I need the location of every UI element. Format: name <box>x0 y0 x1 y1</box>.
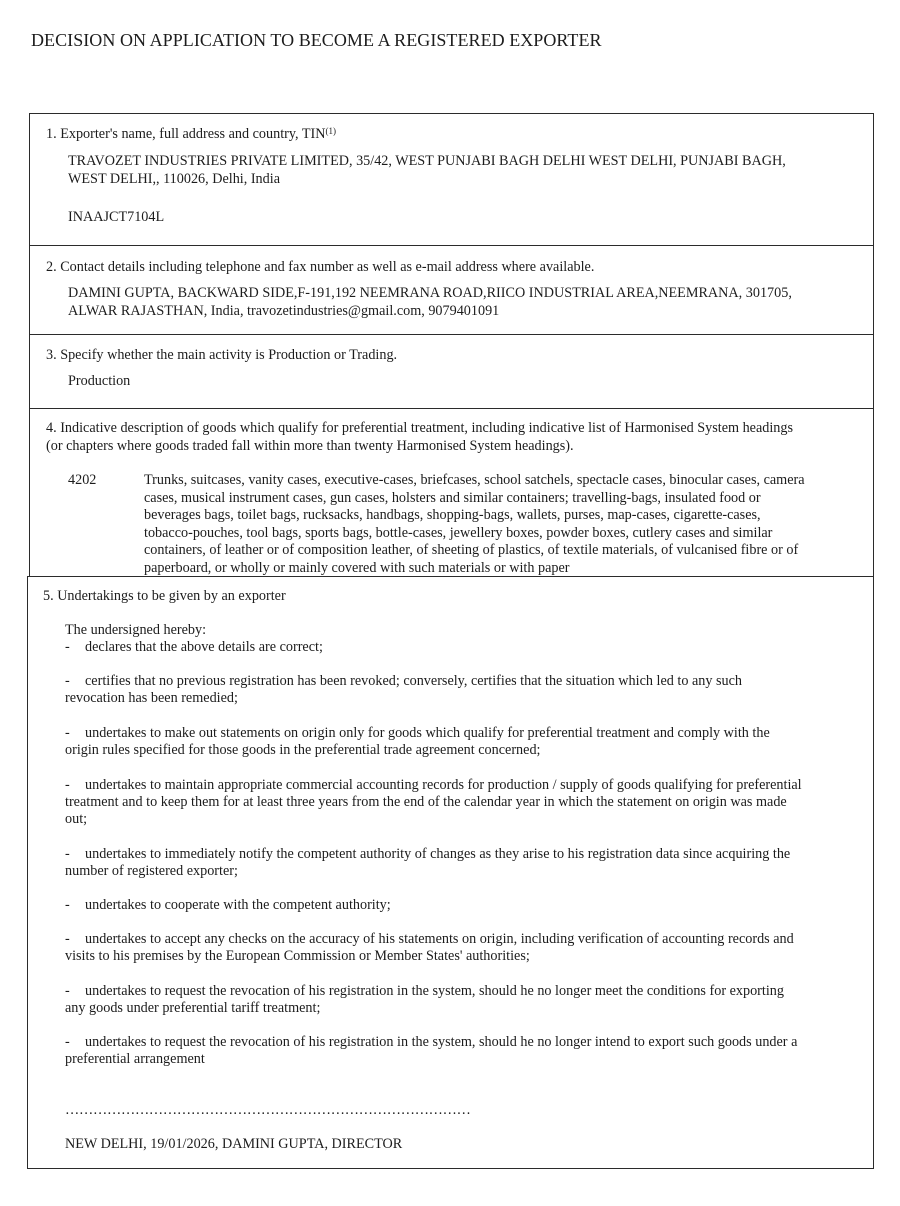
undertaking-line: origin rules specified for those goods in the preferential trade agreement concerned; <box>65 742 541 758</box>
undertaking-line: undertakes to request the revocation of his registration in the system, should he no longer meet the conditions for exporting <box>85 983 784 999</box>
undertaking-line: undertakes to cooperate with the competent authority; <box>85 897 391 913</box>
section-2-label: 2. Contact details including telephone and fax number as well as e-mail address where available. <box>46 259 595 275</box>
exporter-address-line-1: TRAVOZET INDUSTRIES PRIVATE LIMITED, 35/42, WEST PUNJABI BAGH DELHI WEST DELHI, PUNJABI BAGH, <box>68 153 786 169</box>
undertaking-line: out; <box>65 811 88 827</box>
undertaking-item <box>65 1034 797 1068</box>
goods-desc-line: Trunks, suitcases, vanity cases, executive-cases, briefcases, school satchels, spectacle cases, binocular cases, camera <box>144 472 805 488</box>
undertaking-line: treatment and to keep them for at least three years from the end of the calendar year in which the statement on origin was made <box>65 794 787 810</box>
goods-desc-line: cases, musical instrument cases, gun cases, holsters and similar containers; travelling-bags, insulated food or <box>144 489 761 506</box>
application-form-lower <box>27 576 874 1169</box>
dash-marker: - <box>65 846 70 862</box>
section-contact <box>30 246 872 334</box>
dash-marker: - <box>65 1034 70 1050</box>
undertaking-line: certifies that no previous registration has been revoked; conversely, certifies that the situation which led to any such <box>85 673 743 689</box>
contact-line-2: ALWAR RAJASTHAN, India, travozetindustries@gmail.com, 9079401091 <box>68 303 500 319</box>
dash-marker: - <box>65 897 70 913</box>
undertaking-line: number of registered exporter; <box>65 863 238 879</box>
goods-desc-line: beverages bags, toilet bags, rucksacks, handbags, shopping-bags, wallets, purses, map-cases, cigarette-cases, <box>144 507 761 523</box>
dash-marker: - <box>65 931 70 947</box>
section-activity <box>30 335 872 408</box>
undertakings-intro: The undersigned hereby: <box>65 622 207 638</box>
document-title: DECISION ON APPLICATION TO BECOME A REGISTERED EXPORTER <box>31 30 602 50</box>
undertaking-line: any goods under preferential tariff treatment; <box>65 1000 321 1016</box>
signature-dots: …………………………………………………………………………… <box>65 1102 471 1118</box>
section-exporter <box>30 114 872 245</box>
main-activity-value: Production <box>68 373 131 389</box>
undertaking-item <box>65 846 790 880</box>
signature-place-date: NEW DELHI, 19/01/2026, DAMINI GUPTA, DIRECTOR <box>65 1136 403 1152</box>
dash-marker: - <box>65 725 70 741</box>
section-4-label-line-2: (or chapters where goods traded fall within more than twenty Harmonised System headings). <box>46 438 574 454</box>
signature-dotted-line <box>65 1102 510 1122</box>
undertaking-item <box>65 897 391 914</box>
section-3-label: 3. Specify whether the main activity is Production or Trading. <box>46 347 398 363</box>
goods-desc-line: tobacco-pouches, tool bags, sports bags, bottle-cases, jewellery boxes, powder boxes, cutlery cases and similar <box>144 524 773 541</box>
dash-marker: - <box>65 983 70 999</box>
undertaking-line: undertakes to request the revocation of his registration in the system, should he no longer intend to export such goods under a <box>85 1034 798 1050</box>
undertaking-line: declares that the above details are correct; <box>85 639 323 655</box>
undertaking-line: undertakes to accept any checks on the accuracy of his statements on origin, including verification of accounting records and <box>85 931 794 947</box>
application-form-upper <box>29 113 874 583</box>
section-4-label-line-1: 4. Indicative description of goods which qualify for preferential treatment, including indicative list of Harmonised System headings <box>46 420 794 436</box>
undertaking-item <box>65 673 742 707</box>
section-1-label <box>46 126 336 143</box>
undertaking-item <box>65 983 784 1017</box>
section-5-label: 5. Undertakings to be given by an exporter <box>43 588 286 604</box>
undertaking-line: visits to his premises by the European Commission or Member States' authorities; <box>65 948 530 964</box>
dash-marker: - <box>65 673 70 689</box>
undertaking-item <box>65 931 794 965</box>
dash-marker: - <box>65 777 70 793</box>
undertaking-line: undertakes to make out statements on origin only for goods which qualify for preferential treatment and comply with the <box>85 725 770 741</box>
undertaking-item <box>65 725 770 759</box>
goods-description <box>144 472 864 578</box>
contact-line-1: DAMINI GUPTA, BACKWARD SIDE,F-191,192 NEEMRANA ROAD,RIICO INDUSTRIAL AREA,NEEMRANA, 301705, <box>68 285 792 301</box>
section-1-label-text: 1. Exporter's name, full address and country, TIN <box>46 126 326 142</box>
dash-marker: - <box>65 639 70 655</box>
undertaking-line: revocation has been remedied; <box>65 690 238 706</box>
undertaking-item <box>65 777 802 828</box>
undertakings-list <box>65 639 865 1079</box>
footnote-marker: (1) <box>325 126 337 136</box>
exporter-address-line-2: WEST DELHI,, 110026, Delhi, India <box>68 171 280 187</box>
exporter-tin: INAAJCT7104L <box>68 209 165 225</box>
goods-desc-line: containers, of leather or of composition leather, of sheeting of plastics, of textile materials, of vulcanised fibre or of <box>144 542 799 558</box>
goods-desc-line: paperboard, or wholly or mainly covered with such materials or with paper <box>144 559 570 576</box>
undertaking-line: preferential arrangement <box>65 1051 205 1067</box>
section-goods <box>30 409 872 582</box>
undertaking-line: undertakes to immediately notify the competent authority of changes as they arise to his registration data since acquiring the <box>85 846 791 862</box>
undertaking-line: undertakes to maintain appropriate commercial accounting records for production / supply of goods qualifying for preferential <box>85 777 802 793</box>
hs-code: 4202 <box>68 472 97 488</box>
undertaking-item <box>65 639 323 656</box>
